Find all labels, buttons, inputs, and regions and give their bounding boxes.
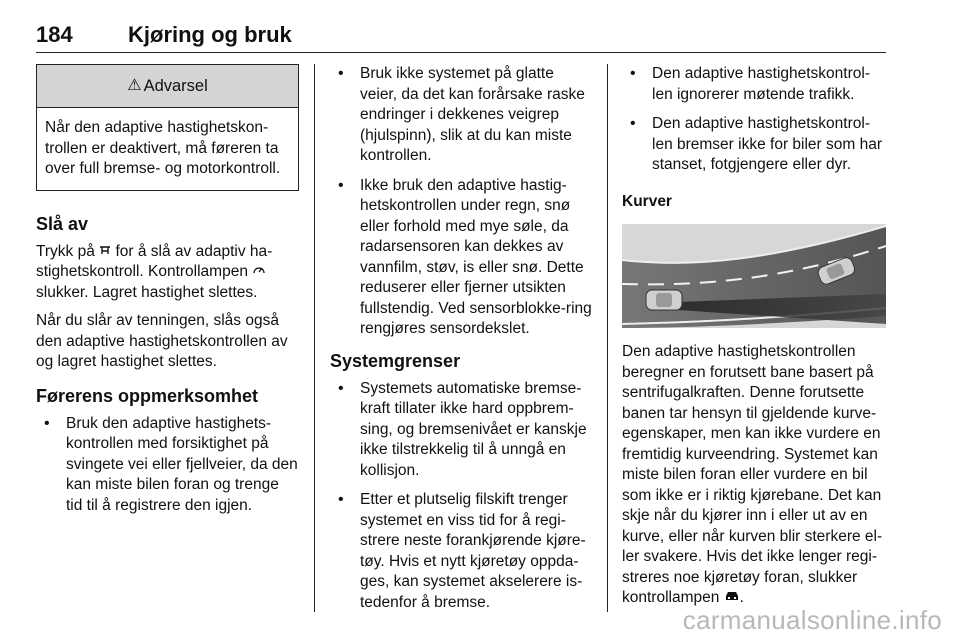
cruise-control-off-icon (99, 242, 111, 263)
chapter-title: Kjøring og bruk (128, 22, 292, 47)
own-car (646, 290, 682, 310)
warning-text: Når den adaptive hastighetskon-trollen er deaktivert, må føreren ta over full bremse- og motorkontroll. (45, 119, 281, 177)
list-item: • Etter et plutselig filskift trenger systemet en viss tid for å regi-strere neste forankjørende kjøre-tøy. Hvis et nytt kjøretøy oppda-ges, kan systemet akselerere is-tedenfor å bremse. (330, 490, 592, 613)
traffic-list (622, 64, 886, 176)
text-run: Den adaptive hastighetskontrollen beregner en forutsett bane basert på sentrifugalkraften. Denne forutsette banen tar hensyn til gjeldende kurve-egenskaper, men kan ikke vurdere en fremtidig kurveendring. Systemet kan miste bilen foran eller vurdere en bil som ikke er i riktig kjørebane. Det kan skje når du kjører inn i eller ut av en kurve, eller når kurven blir sterkere el-ler svakere. Hvis det ikke lenger regi-streres noe kjøretøy foran, slukker kontrollampen (622, 343, 883, 606)
column-2 (330, 64, 592, 623)
column-3 (622, 64, 886, 617)
column-1 (36, 64, 299, 526)
section-heading-curves: Kurver (622, 192, 672, 210)
text-run: for å slå av adaptiv ha-stighetskontroll. Kontrollampen (36, 242, 273, 280)
limits-list (330, 379, 592, 614)
list-item: • Bruk ikke systemet på glatte veier, da det kan forårsake raske endringer i dekkenes veigrep (hjulspinn), slik at du kan miste kontrollen. (330, 64, 592, 167)
warning-title: Advarsel (143, 76, 208, 95)
cruise-control-lamp-icon (252, 262, 266, 283)
text-run: . (739, 589, 744, 606)
warning-triangle-icon: ⚠ (127, 76, 142, 94)
section-heading-limits: Systemgrenser (330, 350, 461, 371)
attention-list (36, 414, 299, 517)
page-header (36, 22, 886, 53)
warning-box (36, 64, 299, 191)
section-heading-attention: Førerens oppmerksomhet (36, 385, 259, 406)
watermark: carmanualsonline.info (682, 605, 942, 635)
text-run: Trykk på (36, 242, 95, 260)
warning-header (37, 65, 298, 108)
curve-illustration (622, 224, 886, 328)
paragraph-off-1 (36, 242, 299, 304)
usage-warning-list (330, 64, 592, 340)
list-item: • Bruk den adaptive hastighets-kontrollen med forsiktighet på svingete vei eller fjellveier, da den kan miste bilen foran og trenge tid til å registrere den igjen. (36, 414, 299, 517)
list-item: • Den adaptive hastighetskontrol-len bremser ikke for biler som har stanset, fotgjengere eller dyr. (622, 114, 886, 176)
curves-paragraph (622, 342, 886, 609)
paragraph-off-2: Når du slår av tenningen, slås også den adaptive hastighetskontrollen av og lagret hastighet slettes. (36, 312, 288, 370)
text-run: slukker. Lagret hastighet slettes. (36, 283, 258, 301)
list-item: • Systemets automatiske bremse-kraft tillater ikke hard oppbrem-sing, og bremsenivået er kanskje ikke tilstrekkelig til å unngå en kollisjon. (330, 379, 592, 482)
list-item: • Ikke bruk den adaptive hastig-hetskontrollen under regn, snø eller forhold med mye søle, da radarsensoren kan dekkes av vannfilm, støv, is eller snø. Dette reduserer eller fjerner utsikten fullstendig. Ved sensorblokke-ring rengjøres sensordekslet. (330, 176, 592, 340)
column-divider (314, 64, 315, 612)
page-number: 184 (36, 22, 73, 47)
column-divider (607, 64, 608, 612)
section-heading-off: Slå av (36, 213, 89, 234)
list-item: • Den adaptive hastighetskontrol-len ignorerer møtende trafikk. (622, 64, 886, 105)
